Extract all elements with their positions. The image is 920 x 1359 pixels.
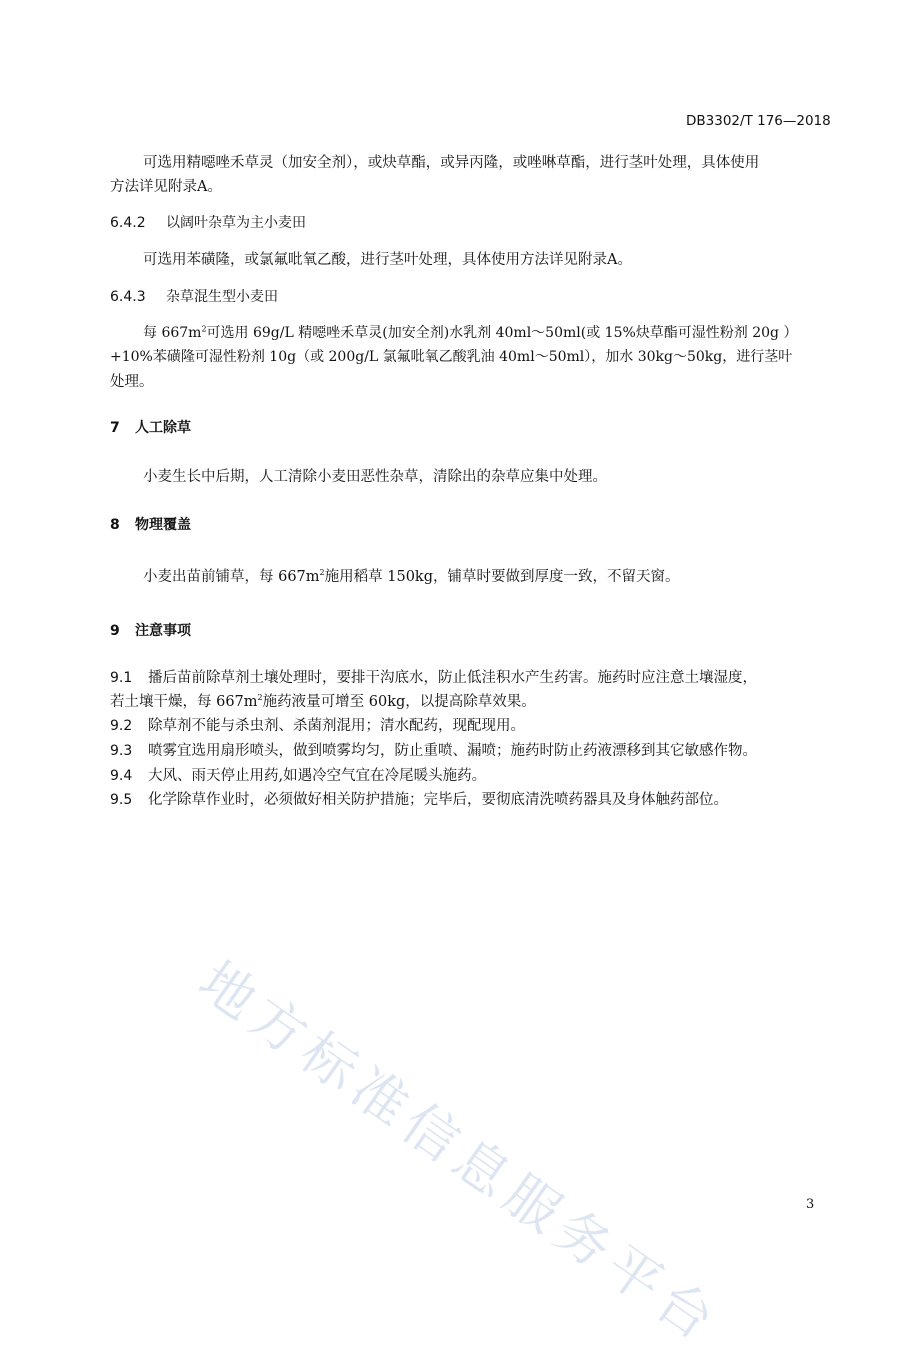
section-title: 注意事项 — [135, 623, 191, 639]
section-heading-9 — [110, 620, 191, 640]
list-item-9-1 — [110, 666, 757, 687]
superscript: 2 — [319, 568, 325, 578]
section-number: 9 — [110, 623, 120, 639]
section-number: 6.4.2 — [110, 215, 146, 231]
text-run: 小麦出苗前铺草，每 667m — [143, 569, 320, 585]
section-title: 以阔叶杂草为主小麦田 — [166, 215, 306, 231]
paragraph-line — [143, 322, 797, 342]
section-title: 物理覆盖 — [135, 517, 191, 533]
section-heading-8 — [110, 514, 191, 534]
paragraph-line: 可选用苯磺隆，或氯氟吡氧乙酸，进行茎叶处理，具体使用方法详见附录A。 — [143, 252, 632, 268]
item-number: 9.4 — [110, 768, 133, 784]
text-run: 每 667m — [143, 325, 202, 341]
list-item-9-4 — [110, 764, 486, 785]
item-text: 除草剂不能与杀虫剂、杀菌剂混用；清水配药，现配现用。 — [148, 718, 525, 734]
paragraph-line: 处理。 — [110, 374, 154, 390]
item-number: 9.5 — [110, 792, 133, 808]
section-title: 杂草混生型小麦田 — [166, 289, 278, 305]
list-item-9-3 — [110, 739, 757, 760]
text-run: 施药液量可增至 60kg，以提高除草效果。 — [262, 694, 536, 710]
watermark: 地方标准信息服务平台 — [187, 949, 732, 1357]
paragraph-line: +10%苯磺隆可湿性粉剂 10g（或 200g/L 氯氟吡氧乙酸乳油 40ml～50ml），加水 30kg～50kg，进行茎叶 — [110, 349, 793, 365]
item-text: 播后苗前除草剂土壤处理时，要排干沟底水，防止低洼积水产生药害。施药时应注意土壤湿度， — [148, 670, 757, 686]
superscript: 2 — [257, 693, 263, 703]
item-text: 化学除草作业时，必须做好相关防护措施；完毕后，要彻底清洗喷药器具及身体触药部位。 — [148, 792, 728, 808]
item-text: 大风、雨天停止用药,如遇冷空气宜在冷尾暖头施药。 — [148, 768, 487, 784]
item-number: 9.1 — [110, 670, 133, 686]
superscript: 2 — [201, 324, 207, 334]
section-number: 8 — [110, 517, 120, 533]
text-run: 施用稻草 150kg，铺草时要做到厚度一致，不留天窗。 — [324, 569, 680, 585]
list-item-9-5 — [110, 788, 728, 809]
section-title: 人工除草 — [135, 420, 191, 436]
document-code: DB3302/T 176—2018 — [686, 113, 831, 129]
item-text: 喷雾宜选用扇形喷头，做到喷雾均匀，防止重喷、漏喷；施药时防止药液漂移到其它敏感作物。 — [148, 743, 757, 759]
text-run: 可选用 69g/L 精噁唑禾草灵(加安全剂)水乳剂 40ml～50ml(或 15%炔草酯可湿性粉剂 20g ） — [206, 325, 798, 341]
item-number: 9.3 — [110, 743, 133, 759]
paragraph-line — [143, 565, 680, 586]
list-item-continuation — [110, 690, 536, 711]
paragraph-line: 可选用精噁唑禾草灵（加安全剂），或炔草酯，或异丙隆，或唑啉草酯，进行茎叶处理，具体使用 — [143, 155, 760, 171]
list-item-9-2 — [110, 714, 525, 735]
page-number: 3 — [806, 1197, 815, 1212]
section-heading-6-4-3 — [110, 286, 278, 306]
section-number: 6.4.3 — [110, 289, 146, 305]
section-number: 7 — [110, 420, 120, 436]
text-run: 若土壤干燥，每 667m — [110, 694, 258, 710]
paragraph-line: 方法详见附录A。 — [110, 179, 222, 195]
item-number: 9.2 — [110, 718, 133, 734]
paragraph-line: 小麦生长中后期，人工清除小麦田恶性杂草，清除出的杂草应集中处理。 — [143, 469, 607, 485]
section-heading-7 — [110, 417, 191, 437]
section-heading-6-4-2 — [110, 212, 306, 232]
